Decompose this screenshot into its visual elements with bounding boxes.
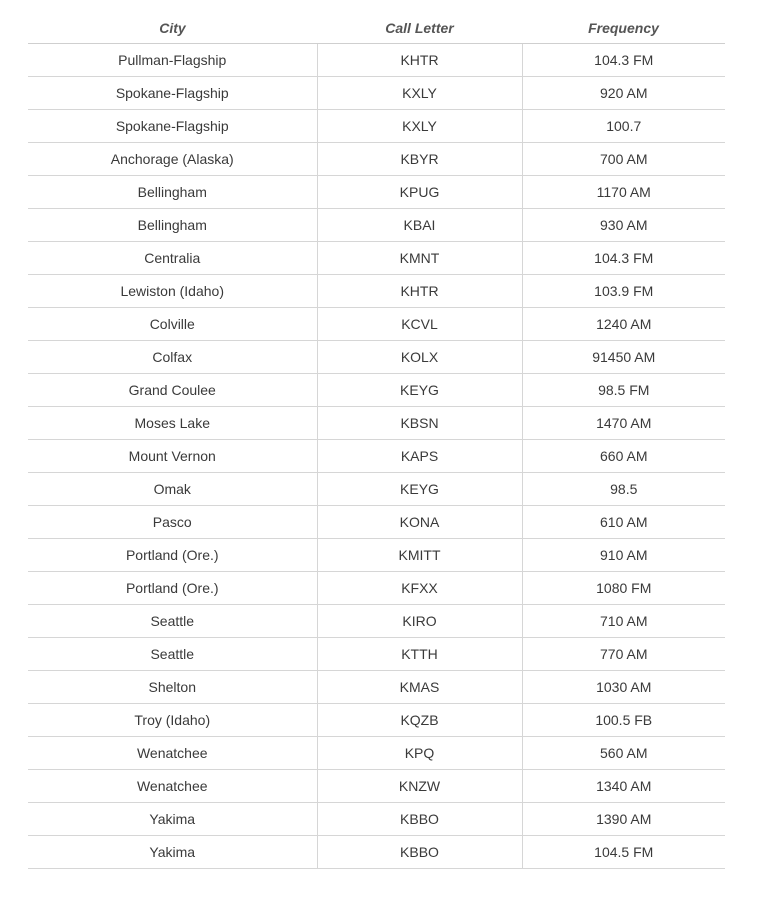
cell-city: Wenatchee xyxy=(28,737,317,770)
cell-call-letter: KHTR xyxy=(317,44,522,77)
cell-frequency: 770 AM xyxy=(522,638,725,671)
cell-city: Yakima xyxy=(28,836,317,869)
cell-call-letter: KNZW xyxy=(317,770,522,803)
cell-frequency: 100.5 FB xyxy=(522,704,725,737)
cell-frequency: 1390 AM xyxy=(522,803,725,836)
table-row xyxy=(28,341,725,374)
table-row xyxy=(28,737,725,770)
cell-city: Moses Lake xyxy=(28,407,317,440)
table-row xyxy=(28,308,725,341)
cell-frequency: 1170 AM xyxy=(522,176,725,209)
cell-city: Mount Vernon xyxy=(28,440,317,473)
cell-call-letter: KFXX xyxy=(317,572,522,605)
table-row xyxy=(28,110,725,143)
cell-city: Seattle xyxy=(28,638,317,671)
table-row xyxy=(28,704,725,737)
table-row xyxy=(28,143,725,176)
cell-city: Colfax xyxy=(28,341,317,374)
table-row xyxy=(28,638,725,671)
table-header xyxy=(28,12,725,44)
table-row xyxy=(28,803,725,836)
cell-frequency: 660 AM xyxy=(522,440,725,473)
cell-frequency: 104.3 FM xyxy=(522,44,725,77)
radio-stations-table xyxy=(28,12,725,869)
cell-frequency: 930 AM xyxy=(522,209,725,242)
cell-city: Portland (Ore.) xyxy=(28,572,317,605)
cell-call-letter: KBSN xyxy=(317,407,522,440)
table-row xyxy=(28,671,725,704)
cell-city: Wenatchee xyxy=(28,770,317,803)
cell-call-letter: KBAI xyxy=(317,209,522,242)
cell-frequency: 700 AM xyxy=(522,143,725,176)
table-row xyxy=(28,440,725,473)
cell-call-letter: KCVL xyxy=(317,308,522,341)
cell-city: Spokane-Flagship xyxy=(28,110,317,143)
table-row xyxy=(28,176,725,209)
cell-call-letter: KHTR xyxy=(317,275,522,308)
cell-frequency: 1340 AM xyxy=(522,770,725,803)
cell-call-letter: KMAS xyxy=(317,671,522,704)
cell-city: Spokane-Flagship xyxy=(28,77,317,110)
cell-city: Anchorage (Alaska) xyxy=(28,143,317,176)
cell-frequency: 104.3 FM xyxy=(522,242,725,275)
cell-call-letter: KXLY xyxy=(317,77,522,110)
cell-frequency: 920 AM xyxy=(522,77,725,110)
cell-city: Portland (Ore.) xyxy=(28,539,317,572)
cell-call-letter: KEYG xyxy=(317,473,522,506)
table-row xyxy=(28,407,725,440)
table-body xyxy=(28,44,725,869)
cell-city: Pullman-Flagship xyxy=(28,44,317,77)
cell-frequency: 910 AM xyxy=(522,539,725,572)
column-header-call-letter: Call Letter xyxy=(317,12,522,44)
table-row xyxy=(28,473,725,506)
table-row xyxy=(28,572,725,605)
cell-call-letter: KEYG xyxy=(317,374,522,407)
table-row xyxy=(28,539,725,572)
cell-call-letter: KPUG xyxy=(317,176,522,209)
cell-city: Bellingham xyxy=(28,176,317,209)
table-row xyxy=(28,770,725,803)
cell-call-letter: KONA xyxy=(317,506,522,539)
cell-call-letter: KMITT xyxy=(317,539,522,572)
cell-city: Troy (Idaho) xyxy=(28,704,317,737)
cell-call-letter: KPQ xyxy=(317,737,522,770)
cell-frequency: 91450 AM xyxy=(522,341,725,374)
cell-city: Bellingham xyxy=(28,209,317,242)
cell-frequency: 1030 AM xyxy=(522,671,725,704)
table-row xyxy=(28,506,725,539)
table-row xyxy=(28,209,725,242)
cell-frequency: 610 AM xyxy=(522,506,725,539)
cell-city: Pasco xyxy=(28,506,317,539)
cell-frequency: 1470 AM xyxy=(522,407,725,440)
table-row xyxy=(28,836,725,869)
cell-call-letter: KAPS xyxy=(317,440,522,473)
cell-call-letter: KXLY xyxy=(317,110,522,143)
table-row xyxy=(28,275,725,308)
cell-city: Shelton xyxy=(28,671,317,704)
cell-call-letter: KBBO xyxy=(317,836,522,869)
table-row xyxy=(28,374,725,407)
cell-frequency: 98.5 FM xyxy=(522,374,725,407)
table-row xyxy=(28,242,725,275)
table-row xyxy=(28,605,725,638)
cell-city: Seattle xyxy=(28,605,317,638)
cell-frequency: 560 AM xyxy=(522,737,725,770)
cell-call-letter: KMNT xyxy=(317,242,522,275)
cell-frequency: 98.5 xyxy=(522,473,725,506)
cell-city: Omak xyxy=(28,473,317,506)
header-row xyxy=(28,12,725,44)
table-row xyxy=(28,44,725,77)
cell-city: Centralia xyxy=(28,242,317,275)
cell-frequency: 100.7 xyxy=(522,110,725,143)
cell-call-letter: KBYR xyxy=(317,143,522,176)
cell-call-letter: KTTH xyxy=(317,638,522,671)
cell-city: Grand Coulee xyxy=(28,374,317,407)
column-header-city: City xyxy=(28,12,317,44)
cell-frequency: 710 AM xyxy=(522,605,725,638)
cell-city: Colville xyxy=(28,308,317,341)
cell-frequency: 104.5 FM xyxy=(522,836,725,869)
cell-call-letter: KIRO xyxy=(317,605,522,638)
radio-stations-table-container xyxy=(28,12,725,869)
cell-call-letter: KOLX xyxy=(317,341,522,374)
cell-frequency: 103.9 FM xyxy=(522,275,725,308)
cell-frequency: 1240 AM xyxy=(522,308,725,341)
cell-call-letter: KBBO xyxy=(317,803,522,836)
cell-city: Lewiston (Idaho) xyxy=(28,275,317,308)
table-row xyxy=(28,77,725,110)
cell-city: Yakima xyxy=(28,803,317,836)
cell-call-letter: KQZB xyxy=(317,704,522,737)
cell-frequency: 1080 FM xyxy=(522,572,725,605)
column-header-frequency: Frequency xyxy=(522,12,725,44)
